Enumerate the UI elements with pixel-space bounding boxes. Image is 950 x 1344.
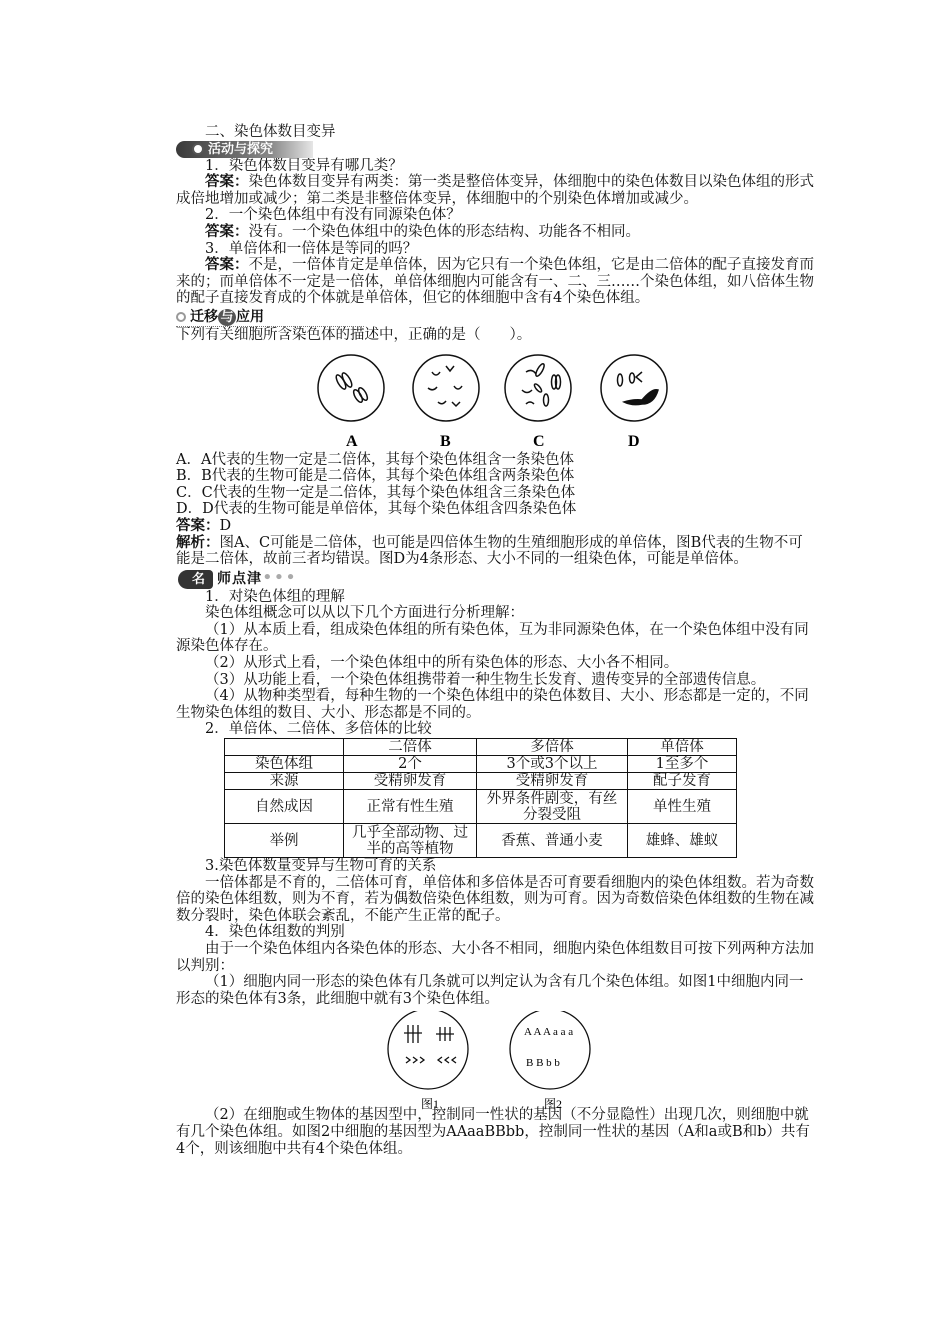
bullet-icon xyxy=(192,143,204,155)
question-2: 2．一个染色体组中有没有同源染色体？ xyxy=(205,207,461,224)
exercise-answer: 答案：D xyxy=(176,516,232,534)
figure-2-row-1: A A A a a a xyxy=(524,1026,574,1039)
cell-diagrams xyxy=(176,344,816,452)
exercise-explanation: 解析：图A、C可能是二倍体，也可能是四倍体生物的生殖细胞形成的单倍体，图B代表的生物不可能是二倍体，故前三者均错误。图D为4条形态、大小不同的一组染色体，可能是单倍体。 xyxy=(176,533,803,568)
cell-label-d: D xyxy=(628,432,640,450)
figure-2-cell xyxy=(510,1011,590,1089)
comparison-table xyxy=(224,738,737,858)
figure-1-cell xyxy=(388,1011,468,1089)
cell-figures xyxy=(176,344,816,452)
cell-label-c: C xyxy=(533,432,545,450)
point-1-item: （4）从物种类型看，每种生物的一个染色体组中的染色体数目、大小、形态都是一定的，不同生物染色体组的数目、大小、形态都是不同的。 xyxy=(176,688,809,721)
apply-tag: 迁移 与 应用 xyxy=(176,309,816,327)
cell-c xyxy=(505,355,571,421)
section-title: 二、染色体数目变异 xyxy=(205,124,336,140)
option-d: D．D代表的生物可能是单倍体，其每个染色体组含四条染色体 xyxy=(176,501,577,518)
point-4-item-2: （2）在细胞或生物体的基因型中，控制同一性状的基因（不分显隐性）出现几次，则细胞中就有几个染色体组。如图2中细胞的基因型为AAaaBBbb，控制同一性状的基因（A和a或B和b）共有4个，则该细胞中共有4个染色体组。 xyxy=(176,1107,810,1157)
point-1-item: （2）从形式上看，一个染色体组中的所有染色体的形态、大小各不相同。 xyxy=(205,655,679,672)
activity-tag xyxy=(176,141,816,158)
figure-2-row-2: B B b b xyxy=(526,1057,560,1070)
point-3-text: 一倍体都是不育的，二倍体可育，单倍体和多倍体是否可育要看细胞内的染色体组数。若为奇数倍的染色体组数，则为不育，若为偶数倍染色体组数，则为可育。因为奇数倍染色体组数的生物在减数分裂时，染色体联会紊乱，不能产生正常的配子。 xyxy=(176,874,814,924)
genotype-figures xyxy=(176,1011,816,1112)
figure-1-label: 图1 xyxy=(421,1097,440,1112)
exercise-question: 下列有关细胞所含染色体的描述中，正确的是（ ）。 xyxy=(176,326,532,343)
point-4-intro: 由于一个染色体组内各染色体的形态、大小各不相同，细胞内染色体组数目可按下列两种方法加以判别： xyxy=(176,941,814,974)
answer-2: 答案：没有。一个染色体组中的染色体的形态结构、功能各不相同。 xyxy=(205,222,640,240)
point-1-intro: 染色体组概念可以从以下几个方面进行分析理解： xyxy=(205,605,524,622)
table-row: 来源 受精卵发育 受精卵发育 配子发育 xyxy=(225,773,737,790)
point-1-title: 1．对染色体组的理解 xyxy=(205,588,345,605)
genotype-diagrams xyxy=(176,1011,816,1111)
activity-tag-label: 活动与探究 xyxy=(208,141,274,157)
point-4-item-1: （1）细胞内同一形态的染色体有几条就可以判定认为含有几个染色体组。如图1中细胞内同一形态的染色体有3条，此细胞中就有3个染色体组。 xyxy=(176,974,804,1007)
point-4-title: 4．染色体组数的判别 xyxy=(205,924,345,941)
option-c: C．C代表的生物一定是二倍体，其每个染色体组含三条染色体 xyxy=(176,484,576,501)
bullet-icon xyxy=(176,312,186,322)
figure-2-label: 图2 xyxy=(544,1097,563,1112)
point-1-item: （1）从本质上看，组成染色体组的所有染色体，互为非同源染色体，在一个染色体组中没有同源染色体存在。 xyxy=(176,621,809,655)
point-3-title: 3.染色体数量变异与生物可育的关系 xyxy=(205,858,437,875)
question-3: 3．单倍体和一倍体是等同的吗？ xyxy=(205,240,418,257)
answer-1: 答案：染色体数目变异有两类：第一类是整倍体变异，体细胞中的染色体数目以染色体组的形式成倍地增加或减少；第二类是非整倍体变异，体细胞中的个别染色体增加或减少。 xyxy=(176,173,814,207)
point-2-title: 2．单倍体、二倍体、多倍体的比较 xyxy=(205,721,432,738)
cell-d xyxy=(601,355,667,421)
cell-label-a: A xyxy=(346,432,358,450)
cell-label-b: B xyxy=(440,432,451,450)
table-header-row: 二倍体 多倍体 单倍体 xyxy=(225,739,737,756)
document-page xyxy=(176,124,816,1157)
question-1: 1．染色体数目变异有哪几类？ xyxy=(205,157,403,174)
table-row: 染色体组 2个 3个或3个以上 1至多个 xyxy=(225,756,737,773)
answer-3: 答案：不是，一倍体肯定是单倍体，因为它只有一个染色体组，它是由二倍体的配子直接发育而来的；而单倍体不一定是一倍体，单倍体细胞内可能含有一、二、三……个染色体组，如八倍体生物的配子直接发育成的个体就是单倍体，但它的体细胞中含有4个染色体组。 xyxy=(176,256,814,307)
teacher-tip-tag: 名 师点津••• xyxy=(178,570,297,589)
option-a: A．A代表的生物一定是二倍体，其每个染色体组含一条染色体 xyxy=(176,451,574,468)
dots-icon: ••• xyxy=(262,566,297,588)
table-row: 自然成因 正常有性生殖 外界条件剧变，有丝分裂受阻 单性生殖 xyxy=(225,790,737,824)
cell-a xyxy=(318,355,384,421)
table-row: 举例 几乎全部动物、过半的高等植物 香蕉、普通小麦 雄蜂、雄蚁 xyxy=(225,824,737,858)
point-1-item: （3）从功能上看，一个染色体组携带着一种生物生长发育、遗传变异的全部遗传信息。 xyxy=(205,671,766,688)
cell-b xyxy=(413,355,479,421)
option-b: B．B代表的生物可能是二倍体，其每个染色体组含两条染色体 xyxy=(176,468,575,485)
